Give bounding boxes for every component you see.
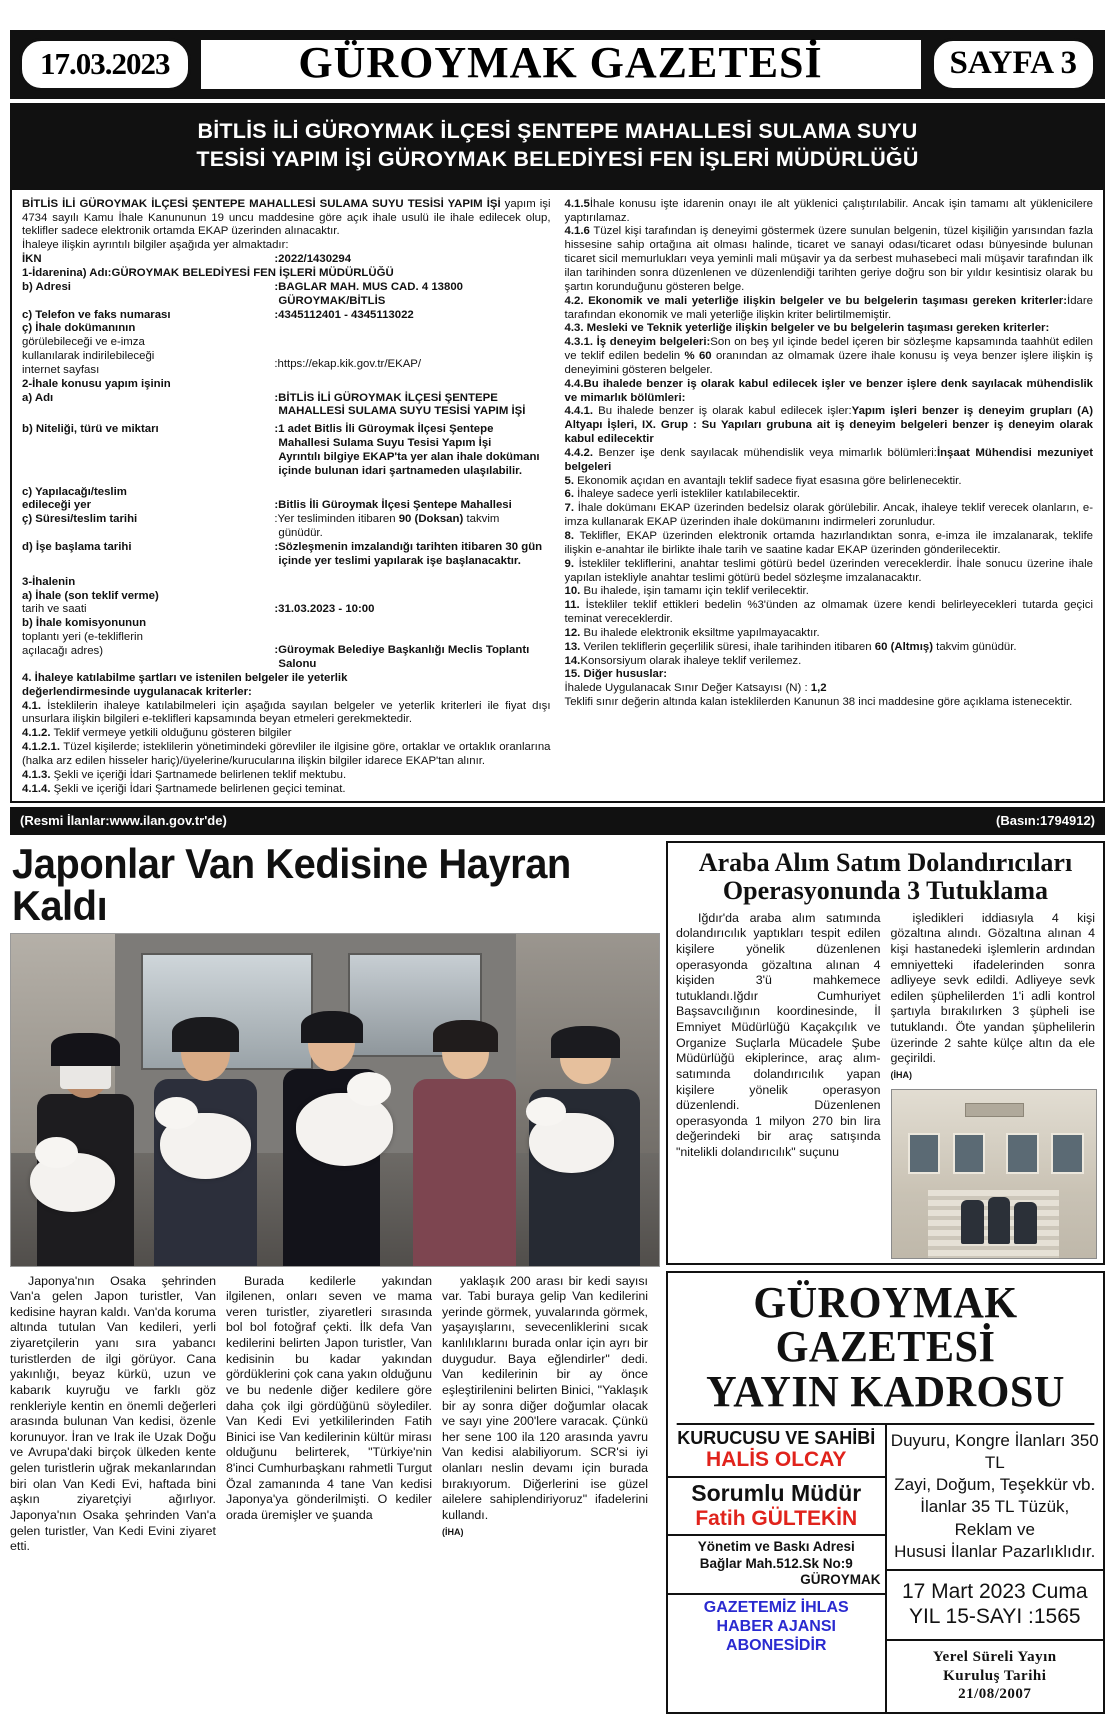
tender-item-8: 8. Teklifler, EKAP üzerinden elektronik ortamda hazırlandıktan sonra, e-imza ile imzalanarak, teklife ilişkin e-anahtar ile birlikte ihale tarih ve saatine kadar EKAP üzerinden gönderilecektir. [565,530,1094,558]
news-headline [676,849,1095,905]
nitelik-label: b) Niteliği, türü ve miktarı [22,423,274,437]
type-line1: Yerel Süreli Yayın [891,1648,1100,1667]
adi-label: a) Adı [22,392,274,406]
adres-label: b) Adresi [22,281,274,295]
cat-story-col-1: Japonya'nın Osaka şehrinden Van'a gelen Japon turistler, Van kedisine hayran kaldı. Van'da koruma altında tutulan Van kedileri, yerli ziyaretçilerin yanı sıra yabancı turistlerden de ilgi görüyor. Cana yakınlığı, beyaz kürkü, uzun ve kabarık kuyruğu ve farklı göz renkleriyle kentin en önemli değerleri arasında bulunan Van kedisi, özenle korunuyor. İran ve Irak ile Uzak Doğu ve Avrupa'daki birçok ülkeden kente gelen turistlerin uğrak mekanlarından biri olan Van Kedi Evi, haftada bini aşkın ziyaretçiyi ağırlıyor. Japonya'nın Osaka şehrinden Van'a gelen turistler, Van Kedi Evini ziyaret etti. [10,1274,216,1555]
founder-name: HALİS OLCAY [672,1448,881,1472]
tender-item-4-2: 4.2. Ekonomik ve mali yeterliğe ilişkin belgeler ve bu belgelerin taşıması gereken kriterler:İdare tarafından ekonomik ve mali yeterliğe ilişkin kriter belirtilmemiştir. [565,295,1094,323]
tender-item-5: 5. Ekonomik açıdan en avantajlı teklif sadece fiyat esasına göre belirlenecektir. [565,475,1094,489]
tender-item-4-3-1: 4.3.1. İş deneyim belgeleri:Son on beş yıl içinde bedel içeren bir sözleşme kapsamında taahhüt edilen ve teklif edilen bedelin % 60 oranından az olmamak üzere ihale konusu iş veya benzer işlere ilişkin iş deneyimini gösteren belgeler. [565,336,1094,378]
rates-line4: Hususi İlanlar Pazarlıklıdır. [891,1541,1100,1563]
sure-value: :Yer tesliminden itibaren 90 (Doksan) takvim günüdür. [274,513,554,541]
news-box [666,841,1105,1265]
adres-value: :BAGLAR MAH. MUS CAD. 4 13800 GÜROYMAK/BİTLİS [274,281,554,309]
basla-value: :Sözleşmenin imzalandığı tarihten itibaren 30 gün içinde yer teslimi yapılarak işe başlanacaktır. [274,541,554,569]
tender-row-nitelik [22,423,551,478]
cat-story-agency: (İHA) [442,1527,464,1537]
tender-header-line2: TESİSİ YAPIM İŞİ GÜROYMAK BELEDİYESİ FEN İŞLERİ MÜDÜRLÜĞÜ [30,145,1085,173]
tender-idare [22,267,551,281]
news-col-1: Iğdır'da araba alım satımında dolandırıcılık yaptıkları tespit edilen kişilere yönelik düzenlenen operasyonda gözaltına alınan 4 kişiden 3'ü mahkemece tutuklandı.Iğdır Cumhuriyet Başsavcılığının koordinesinde, İl Emniyet Müdürlüğü Kaçakçılık ve Organize Suçlarla Mücadele Şube Müdürlüğü ekiplerince, araç alım-satımında dolandırıcılık yapan kişilere yönelik operasyon düzenlendi. Düzenlenen operasyonda 1 milyon 270 bin lira değerindeki bir araç satışında "nitelikli dolandırıcılık" suçunu [676,911,881,1259]
type-line3: 21/08/2007 [891,1685,1100,1704]
publisher-right-col [887,1425,1104,1712]
ikn-value: :2022/1430294 [274,253,554,267]
komisyon-value-2: Salonu [274,658,554,672]
rates-line2: Zayi, Doğum, Teşekkür vb. [891,1474,1100,1496]
type-cell [887,1641,1104,1712]
tender-item-4-1-6: 4.1.6 Tüzel kişi tarafından iş deneyimi göstermek üzere sunulan belgenin, tüzel kişiliğin yarısından fazla hissesine sahip ortağına ait olması halinde, ticaret ve sanayi odası/ticaret odası bünyesinde bulunan ticaret sicil memurlukları veya yeminli mali müşavir ya da serbest muhasebeci mali müşavir tarafından ilk ilan tarihinden sonra düzenlenen ve düzenlendiği tarihten geriye doğru son bir yıldır kesintisiz olarak bu şartın korunduğunu gösteren belge. [565,225,1094,294]
tender-item-6: 6. İhaleye sadece yerli istekliler katılabilecektir. [565,488,1094,502]
tender-section2-head: 2-İhale konusu yapım işinin [22,378,551,392]
tender-left-column [22,198,551,797]
publisher-title-line2: YAYIN KADROSU [681,1370,1091,1415]
tender-row-dokuman [22,322,551,377]
photo-cat-2 [160,1113,251,1179]
publisher-title [677,1273,1095,1426]
right-column [666,841,1105,1714]
masthead [10,30,1105,99]
tender-item-4-1-4: 4.1.4. Şekli ve içeriği İdari Şartnamede belirlenen geçici teminat. [22,783,551,797]
founder-cell [668,1425,885,1478]
agency-line2: HABER AJANSI ABONESİDİR [672,1617,881,1655]
tender-right-column [565,198,1094,710]
tender-row-sure [22,513,551,541]
dokuman-value: :https://ekap.kik.gov.tr/EKAP/ [274,322,554,372]
cat-story-photo [10,933,660,1267]
tender-body [10,190,1105,803]
basla-label: d) İşe başlama tarihi [22,541,274,555]
founder-label: KURUCUSU VE SAHİBİ [672,1428,881,1448]
news-headline-line2: Operasyonunda 3 Tutuklama [676,877,1095,905]
dokuman-label: ç) İhale dokümanının görülebileceği ve e-imza kullanılarak indirilebileceği internet sayfası [22,322,274,377]
tender-row-sonteklif [22,590,551,618]
adi-value: :BİTLİS İLİ GÜROYMAK İLÇESİ ŞENTEPE MAHALLESİ SULAMA SUYU TESİSİ YAPIM İŞİ [274,392,554,420]
tender-item-4-1-5: 4.1.5İhale konusu işte idarenin onayı ile alt yüklenici çalıştırılabilir. Ancak işin tamamı alt yüklenicilere yaptırılamaz. [565,198,1094,226]
tender-row-ikn [22,253,551,267]
tender-item-9: 9. İstekliler tekliflerini, anahtar teslimi götürü bedel üzerinden vereceklerdir. İhale sonucu üzerine ihale yapılan istekliyle anahtar teslimi götürü bedel sözleşme imzalanacaktır. [565,558,1094,586]
photo-cat-3 [296,1093,393,1166]
tender-intro [22,198,551,240]
cat-story-col-2: Burada kedilerle yakından ilgilenen, onları seven ve mama veren turistler, ziyaretleri sırasında bol bol fotoğraf çekti. İlk defa Van kedilerini belirten Japon turistler, Van kedisinin bu kadar yakından gördüklerini çok cana yakın olduğunu ve bu nedenle diğer kedilere göre daha çok ilgi gördüğünü söylediler. Van Kedi Evi yetkililerinden Fatih Binici ise Van kedilerinin kültür mirası olduğunu belirterek, "Türkiye'nin 8'inci Cumhurbaşkanı rahmetli Turgut Özal zamanında 4 tane Van kedisi Japonya'ya gönderilmişti. O kediler orada üremişler ve şuanda [226,1274,432,1555]
masthead-page-number: SAYFA 3 [931,38,1096,91]
tender-section4-head1: 4. İhaleye katılabilme şartları ve istenilen belgeler ile yeterlik [22,672,551,686]
cat-story-headline: Japonlar Van Kedisine Hayran Kaldı [12,843,626,927]
tender-row-adres [22,281,551,309]
tender-row-komisyon [22,617,551,672]
rates-cell [887,1425,1104,1571]
tender-header [10,103,1105,190]
tender-intro-bold: BİTLİS İLİ GÜROYMAK İLÇESİ ŞENTEPE MAHALLESİ SULAMA SUYU TESİSİ YAPIM İŞİ [22,198,501,210]
tender-row-adi [22,392,551,420]
idare-value: GÜROYMAK BELEDİYESİ FEN İŞLERİ MÜDÜRLÜĞÜ [111,267,393,279]
manager-cell [668,1478,885,1536]
masthead-date: 17.03.2023 [19,38,191,91]
lower-section [10,841,1105,1714]
basla-value-2: içinde yer teslimi yapılarak işe başlanacaktır. [274,555,554,569]
tender-item-4-1-2-1: 4.1.2.1. Tüzel kişilerde; isteklilerin yönetimindeki görevliler ile ilgisine göre, ortaklar ve ortaklık oranlarına (halka arz edilen hisseler hariç)/üyelerine/kurucularına ilişkin bilgiler idarece EKAP'tan alınır. [22,741,551,769]
tender-item-15-n: İhalede Uygulanacak Sınır Değer Katsayısı (N) : 1,2 [565,682,1094,696]
tender-item-12: 12. Bu ihalede elektronik eksiltme yapılmayacaktır. [565,627,1094,641]
agency-line1: GAZETEMİZ İHLAS [672,1598,881,1617]
news-columns [676,911,1095,1259]
sure-label: ç) Süresi/teslim tarihi [22,513,274,527]
tel-label: c) Telefon ve faks numarası [22,309,274,323]
type-line2: Kuruluş Tarihi [891,1667,1100,1686]
tender-item-4-3: 4.3. Mesleki ve Teknik yeterliğe ilişkin belgeler ve bu belgelerin taşıması gereken kriterler: [565,322,1094,336]
yer-value: :Bitlis İli Güroymak İlçesi Şentepe Mahallesi [274,486,554,513]
address-label: Yönetim ve Baskı Adresi [672,1539,881,1555]
photo-person-4 [413,1020,517,1266]
komisyon-value: :Güroymak Belediye Başkanlığı Meclis Toplantı Salonu [274,617,554,672]
tender-item-14: 14.Konsorsiyum olarak ihaleye teklif verilemez. [565,655,1094,669]
manager-label: Sorumlu Müdür [672,1481,881,1507]
tender-item-10: 10. Bu ihalede, işin tamamı için teklif verilecektir. [565,585,1094,599]
rates-line1: Duyuru, Kongre İlanları 350 TL [891,1430,1100,1474]
tender-item-7: 7. İhale dokümanı EKAP üzerinden bedelsiz olarak görülebilir. Ancak, ihaleye teklif verecek olanların, e-imza kullanarak EKAP üzerinden ihale dokümanını indirmeleri zorunludur. [565,502,1094,530]
tel-value: :4345112401 - 4345113022 [274,309,554,323]
yer-label: c) Yapılacağı/teslim edileceği yer [22,486,274,514]
date-cell [887,1571,1104,1641]
manager-name: Fatih GÜLTEKİN [672,1507,881,1531]
tender-item-4-1-3: 4.1.3. Şekli ve içeriği İdari Şartnamede belirlenen teklif mektubu. [22,769,551,783]
nitelik-value-2: Mahallesi Sulama Suyu Tesisi Yapım İşi [274,437,554,451]
publisher-title-line1: GÜROYMAK GAZETESİ [681,1281,1091,1371]
news-photo [891,1089,1098,1259]
nitelik-value-4: içinde bulunan idari şartnameden ulaşılabilir. [274,465,554,479]
agency-cell [668,1595,885,1660]
tender-item-4-1: 4.1. İsteklilerin ihaleye katılabilmeleri için aşağıda sayılan belgeler ve yeterlik kriterleri ile fiyat dışı unsurlara ilişkin bilgileri e-teklifleri kapsamında beyan etmeleri gerekmektedir. [22,700,551,728]
masthead-title: GÜROYMAK GAZETESİ [199,38,923,91]
sonteklif-value: :31.03.2023 - 10:00 [274,590,554,617]
tender-item-4-4-1: 4.4.1. Bu ihalede benzer iş olarak kabul edilecek işler:Yapım işleri benzer iş deneyim grupları (A) Altyapı İşleri, IX. Grup : Su Yapıları grubuna ait iş deneyim belgeleri benzer iş deneyim olarak kabul edilecektir [565,405,1094,447]
publisher-box [666,1271,1105,1714]
tender-footer [10,807,1105,835]
adi-value-2: MAHALLESİ SULAMA SUYU TESİSİ YAPIM İŞİ [274,405,554,419]
news-col-2: işledikleri iddiasıyla 4 kişi gözaltına alındı. Gözaltına alınan 4 kişi hastanedeki işlemlerin ardından emniyetteki ifadelerinden sonra adliyeye sevk edildi. Adliyeye sevk edilen şüphelilerden 1'i adli kontrol şartıyla bırakılırken 3 şüpheli ise tutuklandı. Öte yandan şüphelilerin üzerinde 2 sahte külçe altın da ele geçirildi. (İHA) [891,911,1096,1259]
tender-intro-rest: yapım işi 4734 sayılı Kamu İhale Kanununun 19 uncu maddesine göre açık ihale usulü ile ihale edilecek olup, teklifler sadece elektronik ortamda EKAP üzerinden alınacaktır. [22,198,551,238]
nitelik-value: :1 adet Bitlis İli Güroymak İlçesi Şentepe Mahallesi Sulama Suyu Tesisi Yapım İşi Ayrıntılı bilgiye EKAP'ta yer alan ihale dokümanı içinde bulunan idari şartnameden ulaşılabilir. [274,423,554,478]
tender-section4-head2: değerlendirmesinde uygulanacak kriterler: [22,686,551,700]
komisyon-label: b) İhale komisyonunun toplantı yeri (e-tekliflerin açılacağı adres) [22,617,274,659]
photo-cat-4 [529,1113,613,1173]
adres-value-2: GÜROYMAK/BİTLİS [274,295,554,309]
tender-item-4-4: 4.4.Bu ihalede benzer iş olarak kabul edilecek işler ve benzer işlere denk sayılacak mühendislik ve mimarlık bölümleri: [565,378,1094,406]
cat-story-col-3: yaklaşık 200 arası bir kedi sayısı var. Tabi buraya gelip Van kedilerini yerinde görmek, yuvalarında görmek, yaşayışlarını, sevecenliklerini sıcak kanlılıklarını burada onlar için ayrı bir duygudur. Baya eğlendirler" dedi. Van kedilerinin bir ay önce eşleştirilenini belirten Binici, "Yaklaşık bir ay sonra diğer doğumlar olacak ve sayı yine 200'lere varacak. Çünkü her sene 100 ila 120 arasında yavru Van kedisi alabiliyorum. SCR'si iyi olanları neslin devamı için burada bırakıyorum. Diğerlerini ise güzel ailelere sahiplendiriyoruz" ifadelerini kullandı. (İHA) [442,1274,648,1555]
publisher-date: 17 Mart 2023 Cuma [891,1579,1100,1605]
address-cell [668,1536,885,1594]
tender-row-tel [22,309,551,323]
address-line2: GÜROYMAK [672,1572,881,1588]
news-agency: (İHA) [891,1070,913,1080]
tender-header-line1: BİTLİS İLİ GÜROYMAK İLÇESİ ŞENTEPE MAHALLESİ SULAMA SUYU [30,117,1085,145]
publisher-left-col [668,1425,887,1712]
tender-item-4-4-2: 4.4.2. Benzer işe denk sayılacak mühendislik veya mimarlık bölümleri:İnşaat Mühendisi mezuniyet belgeleri [565,447,1094,475]
tender-row-basla [22,541,551,569]
tender-detail-line: İhaleye ilişkin ayrıntılı bilgiler aşağıda yer almaktadır: [22,239,551,253]
tender-footer-right: (Basın:1794912) [996,813,1095,828]
tender-item-11: 11. İstekliler teklif ettikleri bedelin %3'ünden az olmamak üzere kendi belirleyecekleri tutarda geçici teminat vereceklerdir. [565,599,1094,627]
publisher-issue: YIL 15-SAYI :1565 [891,1604,1100,1630]
tender-item-13: 13. Verilen tekliflerin geçerlilik süresi, ihale tarihinden itibaren 60 (Altmış) takvim günüdür. [565,641,1094,655]
idare-label: 1-İdarenina) Adı: [22,267,111,279]
photo-cat-1 [30,1153,114,1213]
tender-item-15-c: Teklifi sınır değerin altında kalan isteklilerden Kanunun 38 inci maddesine göre açıklama istenecektir. [565,696,1094,710]
tender-item-4-1-2: 4.1.2. Teklif vermeye yetkili olduğunu gösteren bilgiler [22,727,551,741]
tender-section3-head: 3-İhalenin [22,576,551,590]
ikn-label: İKN [22,253,274,267]
sonteklif-label: a) İhale (son teklif verme) tarih ve saati [22,590,274,618]
address-line1: Bağlar Mah.512.Sk No:9 [672,1556,881,1572]
nitelik-value-3: Ayrıntılı bilgiye EKAP'ta yer alan ihale dokümanı [274,451,554,465]
tender-row-yer [22,486,551,514]
newspaper-page [0,30,1115,1682]
rates-line3: İlanlar 35 TL Tüzük, Reklam ve [891,1496,1100,1540]
tender-item-15: 15. Diğer hususlar: [565,668,1094,682]
sure-value-2: günüdür. [274,527,554,541]
cat-story-columns [10,1274,658,1555]
cat-story [10,841,658,1555]
news-headline-line1: Araba Alım Satım Dolandırıcıları [676,849,1095,877]
tender-footer-left[interactable]: (Resmi İlanlar:www.ilan.gov.tr'de) [20,813,227,828]
